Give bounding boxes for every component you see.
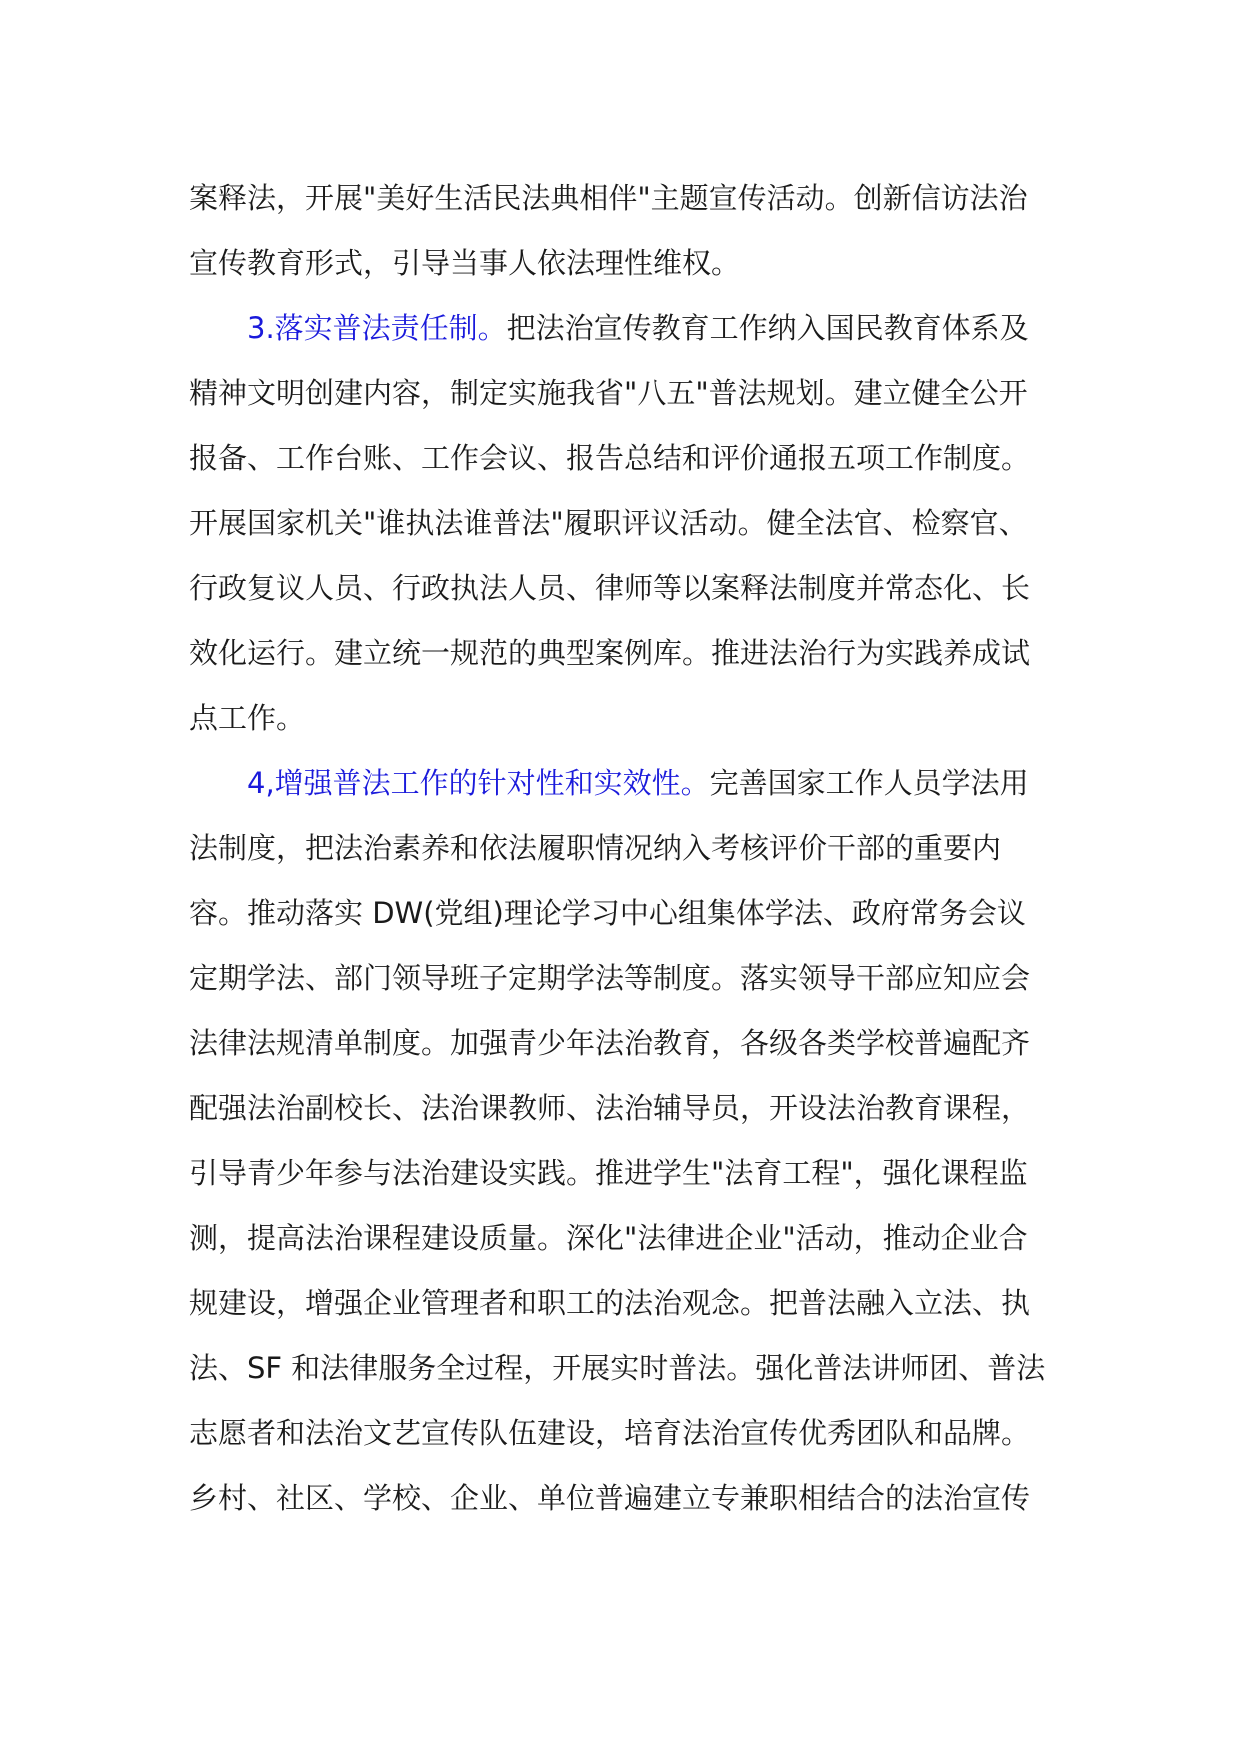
section-4-text: 完善国家工作人员学法用 — [709, 766, 1029, 800]
text-line: 点工作。 — [189, 701, 306, 735]
text-line: 法制度，把法治素养和依法履职情况纳入考核评价干部的重要内 — [189, 831, 1002, 865]
text-line: 志愿者和法治文艺宣传队伍建设，培育法治宣传优秀团队和品牌。 — [189, 1416, 1031, 1450]
section-3-first-line — [189, 296, 1069, 361]
text-line: 精神文明创建内容，制定实施我省"八五"普法规划。建立健全公开 — [189, 376, 1028, 410]
text-line: 行政复议人员、行政执法人员、律师等以案释法制度并常态化、长 — [189, 571, 1031, 605]
text-line: 乡村、社区、学校、企业、单位普遍建立专兼职相结合的法治宣传 — [189, 1481, 1031, 1515]
document-body — [189, 166, 1069, 1531]
section-3-text: 把法治宣传教育工作纳入国民教育体系及 — [506, 311, 1029, 345]
text-line: 案释法，开展"美好生活民法典相伴"主题宣传活动。创新信访法治 — [189, 181, 1028, 215]
text-line: 规建设，增强企业管理者和职工的法治观念。把普法融入立法、执 — [189, 1286, 1031, 1320]
text-line: 法、SF 和法律服务全过程，开展实时普法。强化普法讲师团、普法 — [189, 1351, 1046, 1385]
text-line: 报备、工作台账、工作会议、报告总结和评价通报五项工作制度。 — [189, 441, 1031, 475]
text-line: 引导青少年参与法治建设实践。推进学生"法育工程"，强化课程监 — [189, 1156, 1028, 1190]
section-3-heading: 3.落实普法责任制。 — [247, 311, 507, 345]
text-line: 开展国家机关"谁执法谁普法"履职评议活动。健全法官、检察官、 — [189, 506, 1028, 540]
text-line: 宣传教育形式，引导当事人依法理性维权。 — [189, 246, 741, 280]
text-line: 配强法治副校长、法治课教师、法治辅导员，开设法治教育课程， — [189, 1091, 1031, 1125]
text-line: 测，提高法治课程建设质量。深化"法律进企业"活动，推动企业合 — [189, 1221, 1028, 1255]
text-line: 法律法规清单制度。加强青少年法治教育，各级各类学校普遍配齐 — [189, 1026, 1031, 1060]
section-4-heading: 4,增强普法工作的针对性和实效性。 — [247, 766, 710, 800]
text-line: 效化运行。建立统一规范的典型案例库。推进法治行为实践养成试 — [189, 636, 1031, 670]
text-line: 定期学法、部门领导班子定期学法等制度。落实领导干部应知应会 — [189, 961, 1031, 995]
text-line: 容。推动落实 DW(党组)理论学习中心组集体学法、政府常务会议 — [189, 896, 1026, 930]
section-4-first-line — [189, 751, 1069, 816]
